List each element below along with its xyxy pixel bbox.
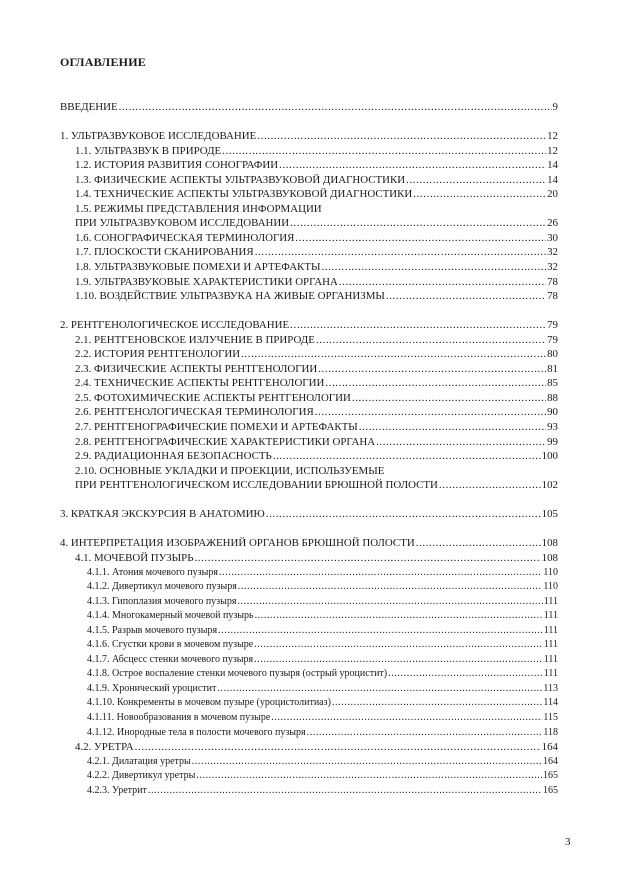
toc-leader-dots <box>135 740 541 755</box>
toc-entry[interactable] <box>60 158 558 173</box>
toc-entry-page: 165 <box>543 770 558 782</box>
toc-entry-page: 12 <box>547 144 558 157</box>
toc-entry[interactable] <box>60 711 558 726</box>
toc-entry[interactable] <box>60 129 558 144</box>
toc-entry-page: 9 <box>552 101 558 113</box>
toc-leader-dots <box>316 333 546 348</box>
toc-entry[interactable] <box>60 624 558 639</box>
page-number: 3 <box>565 836 571 848</box>
toc-entry[interactable] <box>60 667 558 682</box>
toc-entry[interactable] <box>60 275 558 290</box>
toc-leader-dots <box>237 595 542 610</box>
toc-entry-title: 1.4. ТЕХНИЧЕСКИЕ АСПЕКТЫ УЛЬТРАЗВУКОВОЙ ДИАГНОСТИКИ <box>75 188 413 201</box>
toc-leader-dots <box>323 202 557 217</box>
toc-entry-page: 164 <box>543 755 558 767</box>
toc-entry-page: 108 <box>541 551 558 564</box>
toc-entry[interactable] <box>60 638 558 653</box>
toc-entry[interactable] <box>60 580 558 595</box>
toc-entry-page: 93 <box>547 421 558 434</box>
toc-leader-dots <box>386 289 546 304</box>
toc-leader-dots <box>192 755 542 770</box>
toc-entry-title: 2.2. ИСТОРИЯ РЕНТГЕНОЛОГИИ <box>75 348 241 361</box>
toc-entry[interactable] <box>60 449 558 464</box>
toc-entry[interactable] <box>60 187 558 202</box>
toc-entry-title: 4.1.3. Гипоплазия мочевого пузыря <box>87 595 237 607</box>
toc-entry-title: 4.1.1. Атония мочевого пузыря <box>87 566 218 578</box>
toc-leader-dots <box>376 435 546 450</box>
toc-spacer <box>60 493 558 508</box>
toc-entry[interactable] <box>60 318 558 333</box>
toc-entry[interactable] <box>60 405 558 420</box>
toc-entry[interactable] <box>60 755 558 770</box>
toc-entry-title: 1.2. ИСТОРИЯ РАЗВИТИЯ СОНОГРАФИИ <box>75 159 279 172</box>
toc-entry[interactable] <box>60 609 558 624</box>
toc-leader-dots <box>359 420 546 435</box>
toc-entry-title: ПРИ УЛЬТРАЗВУКОВОМ ИССЛЕДОВАНИИ <box>75 217 290 230</box>
toc-leader-dots <box>318 362 546 377</box>
toc-entry-title: 4.2.2. Дивертикул уретры <box>87 770 196 782</box>
toc-entry-page: 78 <box>547 275 558 288</box>
toc-entry-title: 4. ИНТЕРПРЕТАЦИЯ ИЗОБРАЖЕНИЙ ОРГАНОВ БРЮШНОЙ ПОЛОСТИ <box>60 537 415 550</box>
toc-entry-title: 4.1.7. Абсцесс стенки мочевого пузыря <box>87 653 254 665</box>
toc-entry-page: 164 <box>541 741 558 754</box>
toc-entry-page: 80 <box>547 348 558 361</box>
toc-entry-title: 4.2. УРЕТРА <box>75 741 134 754</box>
toc-leader-dots <box>315 405 546 420</box>
toc-heading: ОГЛАВЛЕНИЕ <box>60 55 146 69</box>
toc-entry[interactable] <box>60 566 558 581</box>
toc-entry-title: 1.6. СОНОГРАФИЧЕСКАЯ ТЕРМИНОЛОГИЯ <box>75 231 295 244</box>
toc-entry-title: 1.9. УЛЬТРАЗВУКОВЫЕ ХАРАКТЕРИСТИКИ ОРГАНА <box>75 275 338 288</box>
toc-entry-page: 111 <box>543 668 558 680</box>
toc-entry[interactable] <box>60 376 558 391</box>
toc-leader-dots <box>295 231 546 246</box>
toc-leader-dots <box>406 173 546 188</box>
toc-leader-dots <box>321 260 546 275</box>
toc-entry-page: 78 <box>547 290 558 303</box>
toc-entry[interactable] <box>60 391 558 406</box>
toc-entry-page: 14 <box>547 173 558 186</box>
toc-leader-dots <box>332 696 542 711</box>
toc-entry-title: 2.10. ОСНОВНЫЕ УКЛАДКИ И ПРОЕКЦИИ, ИСПОЛЬЗУЕМЫЕ <box>75 464 385 477</box>
toc-entry-page: 111 <box>543 639 558 651</box>
toc-entry[interactable] <box>60 333 558 348</box>
toc-entry-title: 2.5. ФОТОХИМИЧЕСКИЕ АСПЕКТЫ РЕНТГЕНОЛОГИИ <box>75 391 351 404</box>
toc-entry-page: 79 <box>547 333 558 346</box>
toc-entry-page: 113 <box>543 682 558 694</box>
toc-leader-dots <box>325 376 546 391</box>
toc-entry-page: 14 <box>547 159 558 172</box>
toc-entry-title: 2.9. РАДИАЦИОННАЯ БЕЗОПАСНОСТЬ <box>75 450 272 463</box>
toc-entry-page: 110 <box>543 566 558 578</box>
toc-leader-dots <box>217 682 542 697</box>
toc-leader-dots <box>257 129 546 144</box>
toc-entry-title: 4.1.5. Разрыв мочевого пузыря <box>87 624 218 636</box>
toc-entry-title: 1.3. ФИЗИЧЕСКИЕ АСПЕКТЫ УЛЬТРАЗВУКОВОЙ ДИАГНОСТИКИ <box>75 173 406 186</box>
toc-entry-page: 111 <box>543 624 558 636</box>
toc-entry[interactable] <box>60 144 558 159</box>
toc-entry[interactable] <box>60 347 558 362</box>
toc-leader-dots <box>339 275 546 290</box>
toc-entry[interactable] <box>60 420 558 435</box>
toc-entry-page: 110 <box>543 581 558 593</box>
toc-leader-dots <box>290 216 546 231</box>
toc-leader-dots <box>222 144 546 159</box>
toc-entry[interactable] <box>60 245 558 260</box>
toc-entry[interactable] <box>60 216 558 231</box>
toc-entry[interactable] <box>60 769 558 784</box>
toc-entry-page: 79 <box>547 319 558 332</box>
toc-entry-page: 100 <box>541 450 558 463</box>
toc-entry-title: 1.5. РЕЖИМЫ ПРЕДСТАВЛЕНИЯ ИНФОРМАЦИИ <box>75 202 322 215</box>
toc-entry-page: 85 <box>547 377 558 390</box>
toc-spacer <box>60 115 558 130</box>
toc-leader-dots <box>254 638 543 653</box>
toc-entry-page: 111 <box>543 653 558 665</box>
toc-entry-title: 4.2.3. Уретрит <box>87 784 147 796</box>
toc-entry[interactable] <box>60 784 558 799</box>
toc-entry-title: 4.1.8. Острое воспаление стенки мочевого пузыря (острый уроцистит) <box>87 668 388 680</box>
toc-entry[interactable] <box>60 536 558 551</box>
toc-entry-page: 105 <box>541 508 558 521</box>
toc-leader-dots <box>413 187 546 202</box>
toc-spacer <box>60 304 558 319</box>
toc-spacer <box>60 522 558 537</box>
toc-leader-dots <box>196 769 542 784</box>
toc-entry-title: ВВЕДЕНИЕ <box>60 101 118 113</box>
toc-leader-dots <box>385 464 557 479</box>
toc-entry-title: 2. РЕНТГЕНОЛОГИЧЕСКОЕ ИССЛЕДОВАНИЕ <box>60 319 290 332</box>
toc-entry-title: 4.1.10. Конкременты в мочевом пузыре (уроцистолитиаз) <box>87 697 331 709</box>
toc-entry-title: 1.8. УЛЬТРАЗВУКОВЫЕ ПОМЕХИ И АРТЕФАКТЫ <box>75 261 321 274</box>
toc-leader-dots <box>194 551 540 566</box>
toc-leader-dots <box>439 478 541 493</box>
toc-leader-dots <box>238 580 543 595</box>
toc-entry-title: 1.10. ВОЗДЕЙСТВИЕ УЛЬТРАЗВУКА НА ЖИВЫЕ ОРГАНИЗМЫ <box>75 290 385 303</box>
toc-entry-page: 111 <box>543 595 558 607</box>
toc-entry-page: 30 <box>547 231 558 244</box>
toc-entry[interactable] <box>60 435 558 450</box>
toc-entry-title: 4.1. МОЧЕВОЙ ПУЗЫРЬ <box>75 551 194 564</box>
toc-entry-title: 2.1. РЕНТГЕНОВСКОЕ ИЗЛУЧЕНИЕ В ПРИРОДЕ <box>75 333 315 346</box>
toc-entry-title: 4.1.9. Хронический уроцистит <box>87 682 217 694</box>
toc-entry-title: 1. УЛЬТРАЗВУКОВОЕ ИССЛЕДОВАНИЕ <box>60 130 257 143</box>
toc-leader-dots <box>255 609 543 624</box>
toc-leader-dots <box>219 566 542 581</box>
toc-entry[interactable] <box>60 289 558 304</box>
toc-leader-dots <box>255 245 546 260</box>
toc-entry-title: 4.1.6. Сгустки крови в мочевом пузыре <box>87 639 254 651</box>
toc-entry[interactable] <box>60 231 558 246</box>
table-of-contents <box>60 100 558 798</box>
toc-entry-title: 4.1.11. Новообразования в мочевом пузыре <box>87 711 271 723</box>
toc-leader-dots <box>273 449 541 464</box>
toc-entry[interactable] <box>60 595 558 610</box>
toc-leader-dots <box>271 711 542 726</box>
toc-leader-dots <box>119 100 552 115</box>
toc-entry[interactable] <box>60 362 558 377</box>
toc-entry-page: 99 <box>547 435 558 448</box>
toc-entry-page: 114 <box>543 697 558 709</box>
toc-entry[interactable] <box>60 507 558 522</box>
toc-entry[interactable] <box>60 696 558 711</box>
toc-entry-title: ПРИ РЕНТГЕНОЛОГИЧЕСКОМ ИССЛЕДОВАНИИ БРЮШНОЙ ПОЛОСТИ <box>75 479 438 492</box>
toc-entry[interactable] <box>60 173 558 188</box>
toc-entry-page: 88 <box>547 391 558 404</box>
toc-entry[interactable] <box>60 740 558 755</box>
toc-entry[interactable] <box>60 551 558 566</box>
toc-entry-page: 32 <box>547 261 558 274</box>
toc-entry-title: 1.1. УЛЬТРАЗВУК В ПРИРОДЕ <box>75 144 222 157</box>
toc-entry-page: 81 <box>547 362 558 375</box>
toc-entry-title: 2.6. РЕНТГЕНОЛОГИЧЕСКАЯ ТЕРМИНОЛОГИЯ <box>75 406 314 419</box>
toc-entry-page: 12 <box>547 130 558 143</box>
toc-entry-title: 4.1.12. Инородные тела в полости мочевого пузыря <box>87 726 306 738</box>
toc-entry-title: 2.7. РЕНТГЕНОГРАФИЧЕСКИЕ ПОМЕХИ И АРТЕФАКТЫ <box>75 421 358 434</box>
toc-entry[interactable] <box>60 100 558 115</box>
toc-leader-dots <box>307 726 543 741</box>
toc-entry-title: 4.1.4. Многокамерный мочевой пузырь <box>87 610 254 622</box>
toc-entry-page: 118 <box>543 726 558 738</box>
toc-entry[interactable] <box>60 726 558 741</box>
toc-leader-dots <box>416 536 541 551</box>
toc-entry-page: 90 <box>547 406 558 419</box>
toc-entry-page: 165 <box>543 784 558 796</box>
toc-entry-title: 4.2.1. Дилатация уретры <box>87 755 191 767</box>
toc-leader-dots <box>241 347 546 362</box>
toc-leader-dots <box>254 653 543 668</box>
toc-entry-page: 26 <box>547 217 558 230</box>
toc-entry[interactable] <box>60 682 558 697</box>
toc-entry-page: 115 <box>543 711 558 723</box>
toc-entry-page: 20 <box>547 188 558 201</box>
toc-entry[interactable] <box>60 478 558 493</box>
toc-entry[interactable] <box>60 653 558 668</box>
toc-leader-dots <box>352 391 546 406</box>
toc-entry[interactable] <box>60 464 558 479</box>
toc-entry-title: 2.3. ФИЗИЧЕСКИЕ АСПЕКТЫ РЕНТГЕНОЛОГИИ <box>75 362 318 375</box>
toc-entry[interactable] <box>60 260 558 275</box>
toc-leader-dots <box>279 158 546 173</box>
toc-entry-title: 2.4. ТЕХНИЧЕСКИЕ АСПЕКТЫ РЕНТГЕНОЛОГИИ <box>75 377 325 390</box>
toc-entry-page: 102 <box>541 479 558 492</box>
toc-leader-dots <box>218 624 543 639</box>
toc-leader-dots <box>388 667 543 682</box>
toc-entry-title: 3. КРАТКАЯ ЭКСКУРСИЯ В АНАТОМИЮ <box>60 508 265 521</box>
toc-entry-title: 4.1.2. Дивертикул мочевого пузыря <box>87 581 237 593</box>
toc-entry-title: 1.7. ПЛОСКОСТИ СКАНИРОВАНИЯ <box>75 246 254 259</box>
toc-entry-page: 108 <box>541 537 558 550</box>
toc-leader-dots <box>290 318 546 333</box>
toc-entry-title: 2.8. РЕНТГЕНОГРАФИЧЕСКИЕ ХАРАКТЕРИСТИКИ ОРГАНА <box>75 435 376 448</box>
toc-entry[interactable] <box>60 202 558 217</box>
toc-leader-dots <box>148 784 542 799</box>
toc-entry-page: 32 <box>547 246 558 259</box>
toc-entry-page: 111 <box>543 610 558 622</box>
toc-leader-dots <box>266 507 541 522</box>
